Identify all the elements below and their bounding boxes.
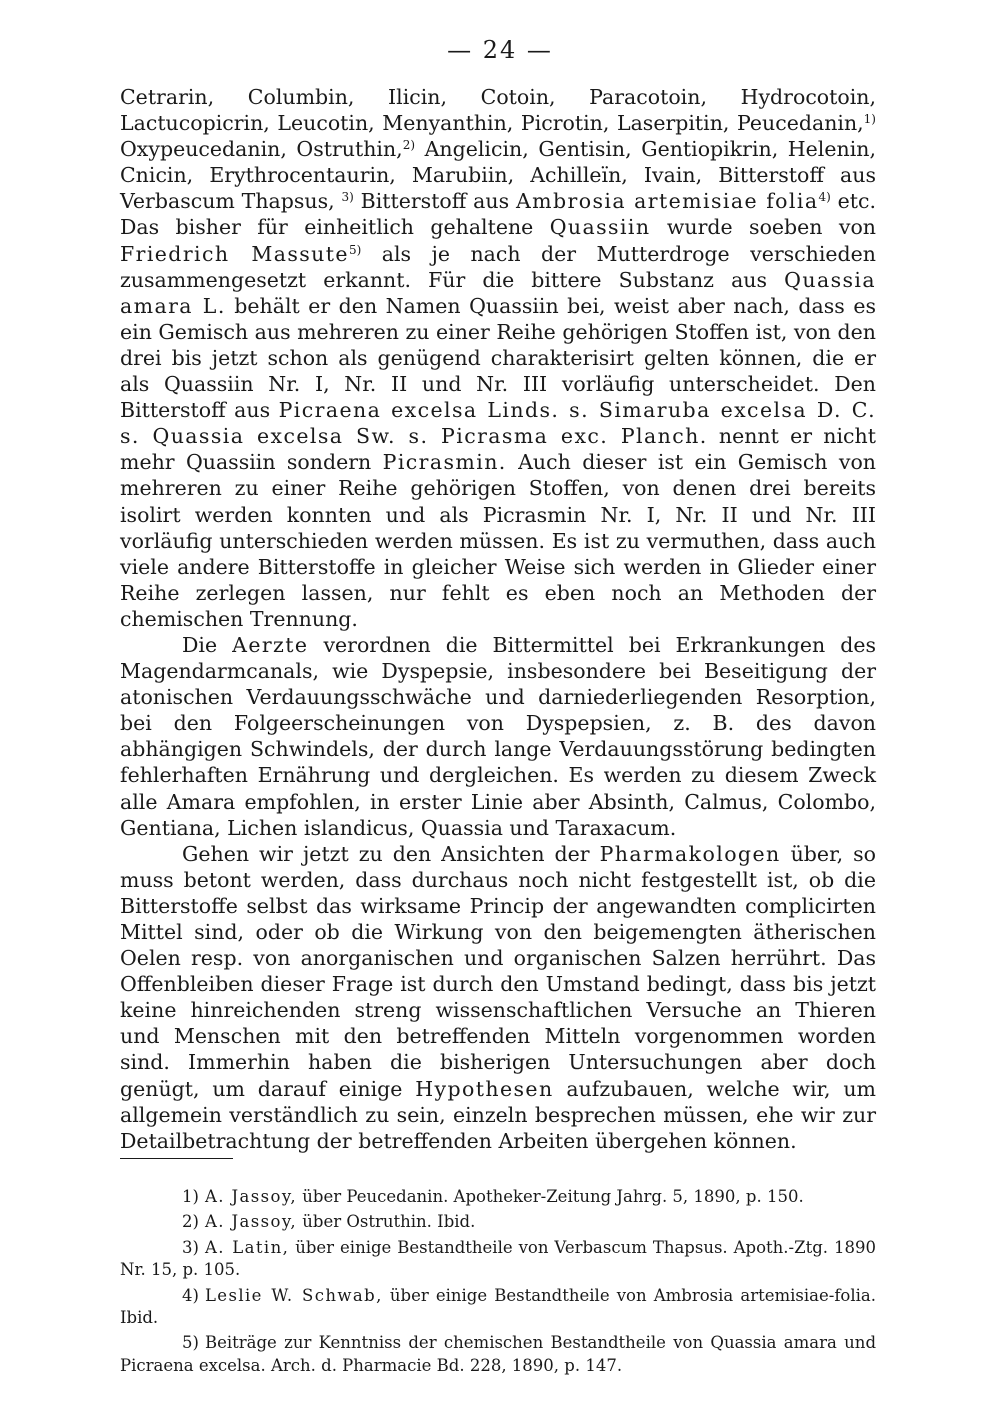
footnote-author: A. Jassoy, [204, 1187, 298, 1206]
emphasis-text: Pharmakologen [599, 841, 781, 866]
footnote-text: über einige Bestandtheile von Verbascum Thapsus. Apoth.-Ztg. 1890 Nr. 15, p. 105. [120, 1237, 876, 1280]
text-run: Oxypeucedanin, Ostruthin, [120, 137, 403, 162]
emphasis-text: Quassia amara L. [120, 267, 876, 318]
text-run: als je nach der Mutterdroge verschieden zusammengesetzt erkannt. Für die bittere Substanz aus [120, 241, 876, 292]
footnote-number: 2) [182, 1212, 199, 1232]
page-number: — 24 — [447, 36, 553, 64]
text-run: behält er den Namen Quassiin bei, weist aber nach, dass es ein Gemisch aus mehreren zu einer Reihe gehörigen Stoffen ist, von den drei bis jetzt schon als genügend charakterisirt gelten können, die er als Quassiin Nr. I, Nr. II und Nr. III vorläufig unterscheidet. Den Bitterstoff aus [120, 293, 876, 423]
author-name: Friedrich Massute [120, 241, 349, 266]
footnote-author: Leslie W. Schwab, [204, 1285, 383, 1305]
footnote-author: A. Jassoy, [204, 1212, 298, 1232]
text-run: nennt er nicht mehr Quassiin sondern [120, 424, 876, 475]
footnote-text: über Ostruthin. Ibid. [302, 1212, 476, 1232]
footnote-text: über Peucedanin. Apotheker-Zeitung Jahrg. 5, 1890, p. 150. [302, 1187, 804, 1206]
emphasis-text: Ambrosia artemisiae folia [515, 189, 819, 214]
text-run: Bitterstoff aus [360, 189, 510, 214]
footnote-4 [120, 1285, 876, 1330]
footnote-3 [120, 1237, 876, 1282]
text-run: etc. Das bisher für einheitlich gehaltene [120, 189, 876, 240]
footnotes [120, 1186, 876, 1380]
text-run: Die [182, 632, 218, 657]
footnote-number: 1) [182, 1187, 199, 1206]
footnote-number: 5) [182, 1333, 199, 1353]
footnote-2 [120, 1211, 876, 1233]
footnote-divider [120, 1158, 233, 1159]
emphasis-text: Picrasmin. [382, 450, 507, 475]
emphasis-text: Picraena excelsa Linds. s. Simaruba excelsa D. C. s. Quassia excelsa Sw. s. Picrasma exc. Planch. [120, 398, 877, 449]
text-run: Gehen wir jetzt zu den Ansichten der [182, 841, 590, 866]
footnote-text: Beiträge zur Kenntniss der chemischen Bestandtheile von Quassia amara und Picraena excelsa. Arch. d. Pharmacie Bd. 228, 1890, p. 147. [120, 1333, 876, 1375]
text-run: Angelicin, Gentisin, Gentiopikrin, Helenin, Cnicin, Erythrocentaurin, Marubiin, Achilleïn, Ivain, Bitterstoff aus Verbascum Thapsus, [120, 137, 876, 214]
text-run: aufzubauen, welche wir, um allgemein verständlich zu sein, einzeln besprechen müssen, ehe wir zur Detailbetrachtung der betreffenden Arbeiten übergehen können. [120, 1076, 876, 1153]
footnote-ref-5[interactable]: 5) [348, 242, 362, 257]
paragraph-2 [120, 632, 876, 841]
text-run: Cetrarin, Columbin, Ilicin, Cotoin, Paracotoin, Hydrocotoin, Lactucopicrin, Leucotin, Menyanthin, Picrotin, Laserpitin, Peucedanin, [120, 85, 876, 136]
paragraph-1 [120, 84, 876, 632]
body-text [120, 84, 876, 1154]
text-run: Auch dieser ist ein Gemisch von mehreren zu einer Reihe gehörigen Stoffen, von denen drei bereits isolirt werden konnten und als Picrasmin Nr. I, Nr. II und Nr. III vorläufig unterschieden werden müssen. Es ist zu vermuthen, dass auch viele andere Bitterstoffe in gleicher Weise sich werden in Glieder einer Reihe zerlegen lassen, nur fehlt es eben noch an Methoden der chemischen Trennung. [120, 450, 877, 631]
emphasis-text: Hypothesen [415, 1076, 554, 1101]
emphasis-text: Aerzte [232, 632, 309, 657]
footnote-number: 3) [182, 1237, 199, 1257]
footnote-ref-1[interactable]: 1) [863, 112, 876, 127]
text-run: über, so muss betont werden, dass durchaus noch nicht festgestellt ist, ob die Bitterstoffe selbst das wirksame Princip der angewandten complicirten Mittel sind, oder ob die Wirkung von den beigemengten ätherischen Oelen resp. von anorganischen und organischen Salzen herrührt. Das Offenbleiben dieser Frage ist durch den Umstand bedingt, dass bis jetzt keine hinreichenden streng wissenschaftlichen Versuche an Thieren und Menschen mit den betreffenden Mitteln vorgenommen worden sind. Immerhin haben die bisherigen Untersuchungen aber doch genügt, um darauf einige [120, 841, 876, 1101]
footnote-ref-3[interactable]: 3) [341, 190, 354, 205]
footnote-text: über einige Bestandtheile von Ambrosia artemisiae-folia. Ibid. [120, 1285, 876, 1328]
footnote-ref-4[interactable]: 4) [818, 190, 831, 205]
footnote-ref-2[interactable]: 2) [402, 138, 416, 153]
paragraph-3 [120, 841, 876, 1154]
footnote-author: A. Latin, [204, 1237, 290, 1257]
footnote-5 [120, 1332, 876, 1377]
text-run: wurde soeben von [666, 215, 876, 240]
emphasis-text: Quassiin [549, 215, 651, 240]
text-run: verordnen die Bittermittel bei Erkrankungen des Magendarmcanals, wie Dyspepsie, insbesondere bei Beseitigung der atonischen Verdauungsschwäche und darniederliegenden Resorption, bei den Folgeerscheinungen von Dyspepsien, z. B. des davon abhängigen Schwindels, der durch lange Verdauungsstörung bedingten fehlerhaften Ernährung und dergleichen. Es werden zu diesem Zweck alle Amara empfohlen, in erster Linie aber Absinth, Calmus, Colombo, Gentiana, Lichen islandicus, Quassia und Taraxacum. [120, 632, 876, 840]
footnote-number: 4) [182, 1285, 199, 1305]
footnote-1 [120, 1186, 876, 1208]
